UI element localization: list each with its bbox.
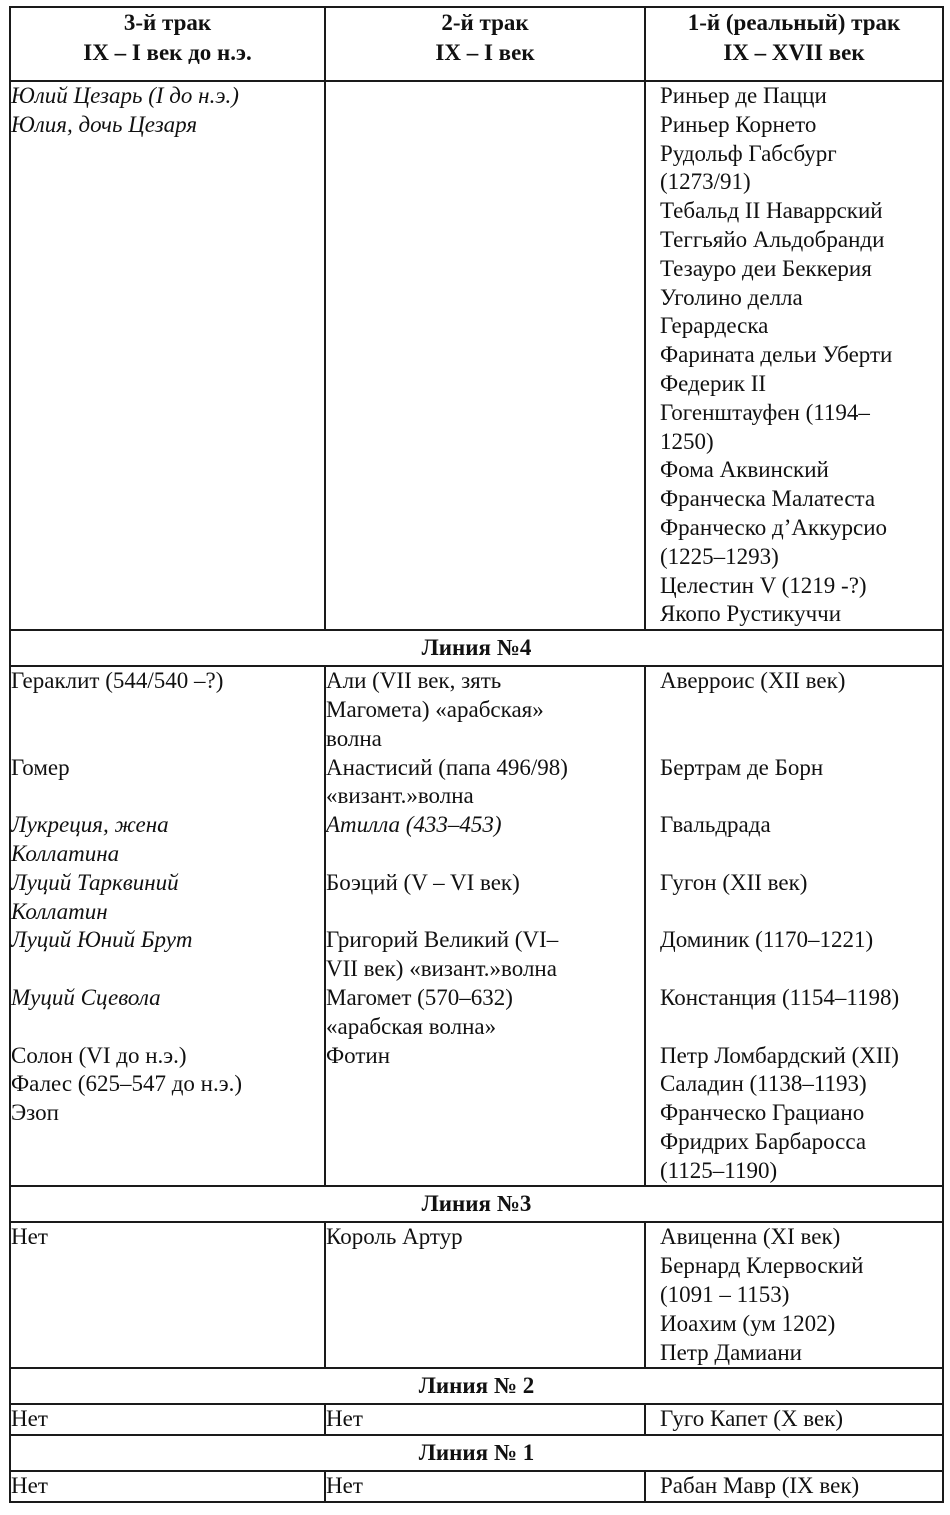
line-4-header-row [10,630,943,666]
cell-line: Гогенштауфен (1194– [660,399,870,425]
line-1-track-1-cell: Рабан Мавр (IX век) [645,1471,943,1502]
cell-line: Целестин V (1219 -?) [660,572,867,598]
cell-line: Теггьяйо Альдобранди [660,226,885,252]
cell-line: Атилла (433–453) [326,812,502,838]
line-2-track-2-cell: Нет [325,1404,645,1435]
cell-line: Саладин (1138–1193) [660,1071,867,1097]
cell-line: Гугон (XII век) [660,869,808,895]
tracks-table [9,6,944,1503]
line-3-row [10,1222,943,1368]
top-row-track-1-cell [645,81,943,630]
cell-line [660,1013,942,1042]
line-3-track-2-cell [325,1222,645,1368]
header-track-1-period: IX – XVII век [723,40,865,65]
line-1-track-2-cell: Нет [325,1471,645,1502]
cell-line: Фотин [326,1042,391,1068]
header-track-3-title: 3-й трак [123,10,212,35]
header-track-3 [10,7,325,81]
cell-line: Фридрих Барбаросса [660,1128,867,1154]
line-1-title: Линия № 1 [10,1435,943,1471]
cell-line: Магомета) «арабская» [326,696,544,722]
line-1-track-3-cell: Нет [10,1471,325,1502]
cell-line: Тезауро деи Беккерия [660,255,872,281]
line-4-track-3-cell [10,666,325,1186]
cell-line: Петр Ломбардский (XII) [660,1042,899,1068]
cell-line [660,696,942,725]
cell-line: Риньер Корнето [660,111,817,137]
cell-line: Иоахим (ум 1202) [660,1310,836,1336]
cell-line: Григорий Великий (VI– [326,927,559,953]
cell-line: Уголино делла [660,284,803,310]
cell-line: Якопо Рустикуччи [660,601,842,627]
cell-line: Тебальд II Наваррский [660,198,883,224]
header-track-2-title: 2-й трак [441,10,529,35]
cell-line: «арабская волна» [326,1013,497,1039]
cell-line: Гомер [11,754,70,780]
cell-line: Луций Тарквиний [11,869,179,895]
cell-line: Франческо д’Аккурсио [660,514,888,540]
line-2-row [10,1404,943,1435]
cell-line: Али (VII век, зять [326,668,502,694]
cell-line [660,782,942,811]
cell-line: Эзоп [11,1100,59,1126]
cell-line: 1250) [660,428,714,454]
line-4-track-2-cell [325,666,645,1186]
cell-line: Гераклит (544/540 –?) [11,668,224,694]
cell-line [11,696,324,725]
cell-line [326,840,644,869]
line-4-track-1-cell [645,666,943,1186]
top-row-track-2-cell [325,81,645,630]
cell-line: Боэций (V – VI век) [326,869,520,895]
cell-line [326,898,644,927]
top-row [10,81,943,630]
cell-line: (1091 – 1153) [660,1282,790,1308]
cell-line [660,955,942,984]
cell-line: Гвальдрада [660,812,771,838]
cell-line: Фалес (625–547 до н.э.) [11,1071,242,1097]
cell-line [11,725,324,754]
cell-line: Фома Аквинский [660,457,829,483]
cell-line: Бернард Клервоский [660,1253,864,1279]
cell-line: Фарината дельи Уберти [660,342,893,368]
cell-line: Франческо Грациано [660,1100,865,1126]
line-3-track-3-cell [10,1222,325,1368]
line-3-header-row [10,1186,943,1222]
header-track-2 [325,7,645,81]
cell-line: Коллатина [11,840,120,866]
cell-line [11,1013,324,1042]
cell-line [11,955,324,984]
cell-line: (1125–1190) [660,1157,778,1183]
cell-line: Аверроис (XII век) [660,668,846,694]
cell-line: Федерик II [660,370,767,396]
header-track-1-title: 1-й (реальный) трак [687,10,901,35]
cell-line: Луций Юний Брут [11,927,193,953]
header-track-3-period: IX – I век до н.э. [83,40,252,65]
line-4-title: Линия №4 [10,630,943,666]
header-track-1 [645,7,943,81]
cell-line: (1225–1293) [660,543,779,569]
cell-line: волна [326,725,382,751]
header-row [10,7,943,81]
cell-line [660,725,942,754]
cell-line: Герардеска [660,313,769,339]
line-3-track-1-cell [645,1222,943,1368]
line-2-track-3-cell: Нет [10,1404,325,1435]
cell-line: Констанция (1154–1198) [660,984,900,1010]
cell-line: Юлий Цезарь (I до н.э.) [11,83,239,108]
cell-line: Солон (VI до н.э.) [11,1042,187,1068]
cell-line: Король Артур [326,1224,463,1250]
cell-line: Бертрам де Борн [660,754,824,780]
header-track-2-period: IX – I век [435,40,535,65]
top-row-track-3-cell [10,81,325,630]
line-3-title: Линия №3 [10,1186,943,1222]
line-2-track-1-cell: Гуго Капет (X век) [645,1404,943,1435]
cell-line: VII век) «визант.»волна [326,956,557,982]
cell-line: Петр Дамиани [660,1339,802,1365]
cell-line: Юлия, дочь Цезаря [11,111,198,137]
line-2-header-row [10,1368,943,1404]
line-4-row [10,666,943,1186]
cell-line [11,782,324,811]
cell-line: Магомет (570–632) [326,984,513,1010]
cell-line [660,898,942,927]
cell-line: Коллатин [11,898,108,924]
cell-line: Доминик (1170–1221) [660,927,874,953]
cell-line: Нет [11,1224,48,1250]
cell-line: Риньер де Пацци [660,83,827,108]
cell-line: «визант.»волна [326,783,474,809]
cell-line: Авиценна (XI век) [660,1224,841,1250]
cell-line: Анастисий (папа 496/98) [326,754,568,780]
line-2-title: Линия № 2 [10,1368,943,1404]
cell-line: Франческа Малатеста [660,486,876,512]
cell-line: Муций Сцевола [11,984,161,1010]
cell-line: (1273/91) [660,169,751,195]
line-1-row [10,1471,943,1502]
cell-line: Лукреция, жена [11,812,169,838]
cell-line: Рудольф Габсбург [660,140,837,166]
line-1-header-row [10,1435,943,1471]
cell-line [660,840,942,869]
